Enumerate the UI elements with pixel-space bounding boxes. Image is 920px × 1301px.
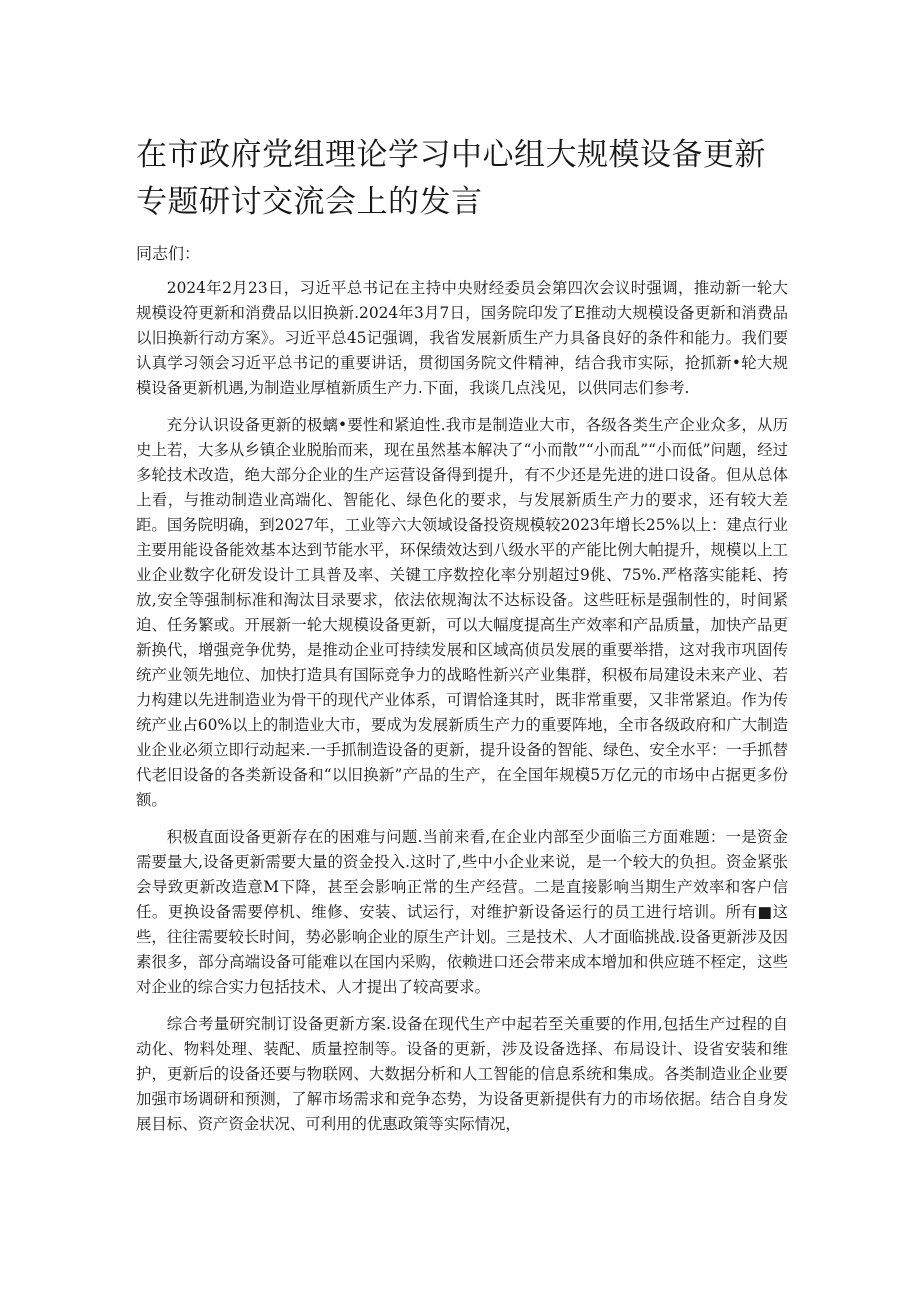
paragraph: 充分认识设备更新的极螭•要性和紧迫性.我市是制造业大市，各级各类生产企业众多，从历史上若，大多从乡镇企业脱胎而来，现在虽然基本解决了“小而散”“小而乱”“小而低”问题，经过多轮技术改造，绝大部分企业的生产运营设备得到提升，有不少还是先进的进口设备。但从总体上看，与推动制造业高端化、智能化、绿色化的要求，与发展新质生产力的要求，还有较大差距。国务院明确，到2027年，工业等六大领域设备投资规模较2023年增长25%以上：建点行业主要用能设备能效基本达到节能水平，环保绩效达到八级水平的产能比例大帕提升，规模以上工业企业数字化研发设计工具普及率、关键工序数控化率分别超过9佻、75%.严格落实能耗、挎放,安全等强制标准和淘汰目录要求，依法依规淘汰不达标设备。这些旺标是强制性的，时间紧迫、任务繁或。开展新一轮大规模设备更新，可以大幅度提高生产效率和产品质量，加快产品更新换代，增强竞争优势，是推动企业可持续发展和区域高侦员发展的重要举措，这对我市巩固传统产业领先地位、加快打造具有国际竞争力的战略性新兴产业集群，积极布局建设未来产业、若力构建以先进制造业为骨干的现代产业体系，可谓恰逢其时，既非常重要，又非常紧迫。作为传统产业占60%以上的制造业大市，要成为发展新质生产力的重要阵地，全市各级政府和广大制造业企业必须立即行动起来.一手抓制造设备的更新，提升设备的智能、绿色、安全水平：一手抓替代老旧设备的各类新设备和“以旧换新”产品的生产，在全国年规模5万亿元的市场中占据更多份额。 xyxy=(136,416,788,809)
document-body xyxy=(136,276,788,1149)
document-title: 在市政府党组理论学习中心组大规模设备更新专题研讨交流会上的发言 xyxy=(136,137,766,220)
paragraph: 积极直面设备更新存在的困难与问题.当前来看,在企业内部至少面临三方面难题：一是资金需要量大,设备更新需要大量的资金投入.这时了,些中小企业来说，是一个较大的负担。资金紧张会导致更新改造意M下降，甚至会影响正常的生产经营。二是直接影响当期生产效率和客户信任。更换设备需要停机、维修、安装、试运行，对维护新设备运行的员工进行培训。所有■这些，往往需要较长时间，势必影响企业的原生产计划。三是技术、人才面临挑战.设备更新涉及因素很多，部分高端设备可能难以在国内采购，依赖进口还会带来成本增加和供应琏不桎定，这些对企业的综合实力包括技术、人才提出了较高要求。 xyxy=(136,828,788,996)
paragraph: 综合考量研究制订设备更新方案.设备在现代生产中起若至关重要的作用,包括生产过程的自动化、物料处理、装配、质量控制等。设备的更新，涉及设备选择、布局设计、设省安装和维护，更新后的设备还要与物联网、大数据分析和人工智能的信息系统和集成。各类制造业企业要加强市场调研和预测，了解市场需求和竞争态势，为设备更新提供有力的市场依据。结合自身发展目标、资产资金状况、可利用的优惠政策等实际情况， xyxy=(136,1015,788,1133)
greeting: 同志们： xyxy=(136,244,201,263)
paragraph: 2024年2月23日，习近平总书记在主持中央财经委员会第四次会议时强调，推动新一轮大规模设符更新和消费品以旧换新.2024年3月7日，国务院印发了E推动大规模设备更新和消费品以旧换新行动方案》。习近平总45记强调，我省发展新质生产力具备良好的条件和能力。我们要认真学习领会习近平总书记的重要讲话，贯彻国务院文件精神，结合我市实际，抢抓新•轮大规模设备更新机遇,为制造业厚植新质生产力.下面，我谈几点浅见，以供同志们参考. xyxy=(136,279,788,397)
